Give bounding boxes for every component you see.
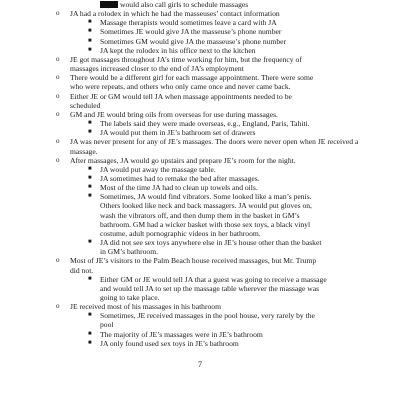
- list-item: in GM’s bathroom.: [100, 247, 159, 257]
- square-bullet-icon: ■: [88, 19, 92, 26]
- list-item: o GM and JE would bring oils from overseas for use during massages.: [56, 109, 278, 119]
- list-item: would also call girls to schedule massages: [56, 0, 366, 9]
- square-bullet-icon: ■: [88, 184, 92, 191]
- square-bullet-icon: ■: [88, 28, 92, 35]
- square-bullet-icon: ■: [88, 129, 92, 136]
- list-item: scheduled: [70, 100, 101, 110]
- list-item: o JA had a rolodex in which he had the masseuses’ contact information: [56, 9, 280, 19]
- list-item: ■ JA sometimes had to remake the bed after massages.: [88, 173, 260, 183]
- list-item: ■ JA would put them in JE’s bathroom set of drawers: [88, 128, 256, 138]
- square-bullet-icon: ■: [88, 37, 92, 44]
- square-bullet-icon: ■: [88, 239, 92, 246]
- list-item: pool: [100, 320, 114, 330]
- list-item: who were repeats, and others who only came once and never came back.: [70, 82, 291, 92]
- circle-bullet-icon: o: [56, 9, 60, 18]
- circle-bullet-icon: o: [56, 256, 60, 265]
- list-item: ■ JA kept the rolodex in his office next to the kitchen: [88, 45, 256, 55]
- list-item: ■ The labels said they were made overseas, e.g., England, Paris, Tahiti.: [88, 119, 310, 129]
- list-item: ■ Sometimes, JA would find vibrators. Some looked like a man’s penis.: [88, 192, 312, 202]
- list-item: o JE got massages throughout JA’s time working for him, but the frequency of: [56, 54, 302, 64]
- list-item: ■ Sometimes JE would give JA the masseuse’s phone number: [88, 27, 282, 37]
- circle-bullet-icon: o: [56, 73, 60, 82]
- list-item: ■ Sometimes GM would give JA the masseuse’s phone number: [88, 36, 287, 46]
- circle-bullet-icon: o: [56, 91, 60, 100]
- list-item: ■ Most of the time JA had to clean up towels and oils.: [88, 183, 258, 193]
- square-bullet-icon: ■: [88, 275, 92, 282]
- list-item: wash the vibrators off, and then dump them in the basket in GM’s: [100, 210, 300, 220]
- list-item: o After massages, JA would go upstairs and prepare JE’s room for the night.: [56, 155, 296, 165]
- list-item: ■ JA did not see sex toys anywhere else in JE’s house other than the basket: [88, 238, 322, 248]
- list-item: ■ Massage therapists would sometimes leave a card with JA: [88, 18, 277, 28]
- list-item: massages increased closer to the end of JA’s employment: [70, 64, 244, 74]
- list-item: ■ JA would put away the massage table.: [88, 164, 216, 174]
- list-item: bathroom. GM had a wicker basket with those sex toys, a black vinyl: [100, 219, 311, 229]
- list-item: o Either JE or GM would tell JA when massage appointments needed to be: [56, 91, 292, 101]
- square-bullet-icon: ■: [88, 339, 92, 346]
- page-number: 7: [198, 360, 202, 369]
- circle-bullet-icon: o: [56, 109, 60, 118]
- list-item: Others looked like neck and back massagers. JA would put gloves on,: [100, 201, 312, 211]
- list-item: o There would be a different girl for each massage appointment. There were some: [56, 73, 314, 83]
- list-item: ■ Sometimes, JE received massages in the pool house, very rarely by the: [88, 311, 315, 321]
- list-item: going to take place.: [100, 293, 160, 302]
- document-body: [56, 0, 366, 348]
- redaction-box: [100, 1, 118, 8]
- list-item: and would tell JA to set up the massage table wherever the massage was: [100, 283, 320, 293]
- circle-bullet-icon: o: [56, 302, 60, 311]
- square-bullet-icon: ■: [88, 174, 92, 181]
- square-bullet-icon: ■: [88, 120, 92, 127]
- list-item: o JA was never present for any of JE’s massages. The doors were never open when JE received a massage.: [56, 137, 359, 156]
- square-bullet-icon: ■: [88, 312, 92, 319]
- list-item: o JE received most of his massages in his bathroom: [56, 302, 222, 312]
- square-bullet-icon: ■: [88, 165, 92, 172]
- list-item: ■ JA only found used sex toys in JE’s bathroom: [88, 338, 239, 348]
- circle-bullet-icon: o: [56, 155, 60, 164]
- square-bullet-icon: ■: [88, 330, 92, 337]
- list-item: ■ Either GM or JE would tell JA that a guest was going to receive a massage: [88, 274, 327, 284]
- square-bullet-icon: ■: [88, 46, 92, 53]
- list-item: o Most of JE’s visitors to the Palm Beach house received massages, but Mr. Trump: [56, 256, 317, 266]
- list-item: costume, adult pornographic videos in her bathroom.: [100, 228, 261, 238]
- list-item: ■ The majority of JE’s massages were in JE’s bathroom: [88, 329, 263, 339]
- circle-bullet-icon: o: [56, 137, 60, 146]
- square-bullet-icon: ■: [88, 193, 92, 200]
- circle-bullet-icon: o: [56, 54, 60, 63]
- list-item: did not.: [70, 265, 94, 275]
